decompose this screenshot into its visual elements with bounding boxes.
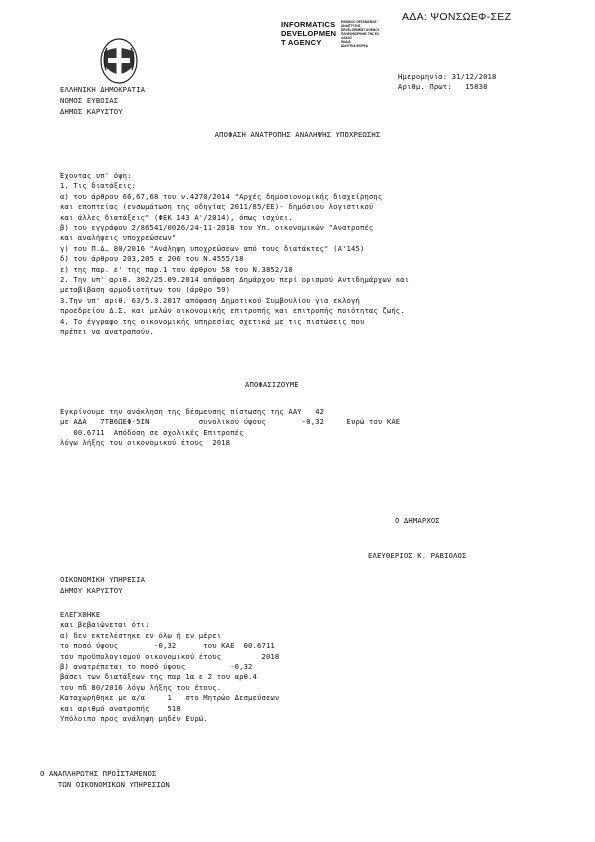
considering-line: πρέπει να ανατραπούν. [60, 327, 155, 337]
issuer-municipality: ΔΗΜΟΣ ΚΑΡΥΣΤΟΥ [60, 107, 123, 116]
considering-line: και εποπτείας (ενσωμάτωση της οδηγίας 2011/85/ΕΕ)- δημόσιου λογιστικού [60, 202, 374, 212]
checked-section [60, 610, 279, 724]
considering-line: β) του εγγράφου 2/86541/0026/24-11-2018 του Υπ. οικονομικών "Ανατροπές [60, 223, 374, 233]
finance-municipality: ΔΗΜΟΥ ΚΑΡΥΣΤΟΥ [60, 586, 123, 595]
checked-line: βάσει των διατάξεων της παρ 1α ε 2 του αρθ.4 [60, 672, 257, 682]
issuer-prefecture: ΝΟΜΟΣ ΕΥΒΟΙΑΣ [60, 96, 119, 105]
considering-line: και αναλήψεις υποχρεώσεων" [60, 233, 177, 243]
decision-line: με ΑΔΑ 7ΤΒ6ΩΕΦ-5ΙΝ συνολικού ύψους -0,32 Ευρώ του ΚΑΕ [60, 417, 401, 427]
checked-line: ΕΛΕΓΧΘΗΚΕ [60, 610, 101, 619]
considering-line: ε) της παρ. ε' της παρ.1 του άρθρου 58 του Ν.3852/10 [60, 264, 293, 274]
considering-section [60, 171, 409, 338]
considering-line: 2. Την υπ' αριθ. 302/25.09.2014 απόφαση Δημάρχου περί ορισμού Αντιδημάρχων και [60, 275, 410, 285]
considering-line: δ) του άρθρου 203,205 ε 206 του Ν.4555/18 [60, 254, 244, 264]
checked-line: του προϋπολογισμού οικονομικού έτους 2018 [60, 651, 280, 661]
checked-line: και αριθμό ανατροπής 518 [60, 703, 181, 713]
finance-service: ΟΙΚΟΝΟΜΙΚΗ ΥΠΗΡΕΣΙΑ [60, 575, 146, 584]
decision-line: 00.6711 Απόδοση σε σχολικές Επιτροπές [60, 427, 244, 437]
deputy-head-department: ΤΩΝ ΟΙΚΟΝΟΜΙΚΩΝ ΥΠΗΡΕΣΙΩΝ [40, 780, 170, 789]
date-line: Ημερομηνία: 31/12/2018 [398, 72, 497, 81]
checked-line: το ποσό ύψους -0,32 του ΚΑΕ 00.6711 [60, 641, 275, 651]
checked-line: β) ανατρέπεται το ποσό ύψους -0,32 [60, 662, 253, 672]
checked-line: α) δεν εκτελέστηκε εν όλω ή εν μέρει [60, 630, 222, 640]
decision-section [60, 407, 400, 449]
decision-line: Εγκρίνουμε την ανάκληση της δέσμευσης πίστωσης της ΑΑΥ 42 [60, 407, 325, 416]
checked-line: και βεβαιώνεται ότι: [60, 620, 150, 630]
considering-line: μεταβίβαση αρμοδιοτήτων του (άρθρο 59) [60, 285, 231, 295]
deputy-head-title: Ο ΑΝΑΠΛΗΡΩΤΗΣ ΠΡΟΪΣΤΑΜΕΝΟΣ [40, 769, 157, 778]
considering-line: 3.Την υπ' αριθ. 63/5.3.2017 απόφαση Δημοτικού Συμβουλίου για εκλογή [60, 295, 360, 305]
ada-code: ΑΔΑ: ΨΟΝΣΩΕΦ-ΣΕΖ [402, 11, 512, 23]
protocol-line: Αριθμ. Πρωτ: 15838 [398, 82, 488, 91]
considering-line: 1. Τις διατάξεις: [60, 181, 137, 191]
decision-line: λόγω λήξης του οικονομικού έτους 2018 [60, 438, 231, 448]
considering-line: α) του άρθρου 66,67,68 του ν.4270/2014 "Αρχές δημοσιονομικής διαχείρησης [60, 191, 383, 201]
mayor-title: Ο ΔΗΜΑΡΧΟΣ [395, 516, 440, 525]
document-title: ΑΠΟΦΑΣΗ ΑΝΑΤΡΟΠΗΣ ΑΝΑΛΗΨΗΣ ΥΠΟΧΡΕΩΣΗΣ [214, 130, 381, 139]
considering-line: και άλλες διατάξεις" (ΦΕΚ 143 Α'/2014), όπως ισχύει. [60, 212, 293, 222]
checked-line: Καταχωρήθηκε με α/α 1 στο Μητρώο Δεσμεύσεων [60, 693, 280, 703]
considering-line: γ) του Π.Δ. 80/2016 "Ανάληψη υποχρεώσεων από τους διατάκτες" (Α'145) [60, 243, 365, 253]
issuer-country: ΕΛΛΗΝΙΚΗ ΔΗΜΟΚΡΑΤΙΑ [60, 85, 146, 94]
greek-emblem-icon [100, 38, 138, 84]
considering-line: 4. Το έγγραφο της οικονομικής υπηρεσίας σχετικά με τις πιστώσεις που [60, 316, 365, 326]
logo-agency-text-gr: ΕΘΝΙΚΟΣ ΟΡΓΑΝΙΣΜΟΣ ΑΝΑΠΤΥΞΗΣ DEVELOPMENT AGENCY ΠΛΗΡΟΦΟΡΙΚΗΣ ΤΗΣ ΕΛ ΛΑΔΟΣ ΡΑΔΙΑ ΔΙΑΥΓΕΙΑ ΦΟΡΕΑ [341, 20, 380, 48]
considering-line: Έχοντας υπ' όψη: [60, 171, 132, 180]
checked-line: Υπόλοιπο προς ανάληψη μηδέν Ευρώ. [60, 714, 208, 724]
logo-agency-text-en: INFORMATICS DEVELOPMEN T AGENCY [281, 20, 337, 47]
mayor-name: ΕΛΕΥΘΕΡΙΟΣ Κ. ΡΑΒΙΟΛΟΣ [368, 551, 467, 560]
checked-line: του πδ 80/2016 λόγω λήξης του έτους. [60, 682, 222, 692]
decision-heading: ΑΠΟΦΑΣΙΖΟΥΜΕ [245, 380, 299, 389]
considering-line: προεδρείου Δ.Σ. και μελών οικονομικής επιτροπής και επιτροπής ποιότητας ζωής. [60, 306, 405, 316]
